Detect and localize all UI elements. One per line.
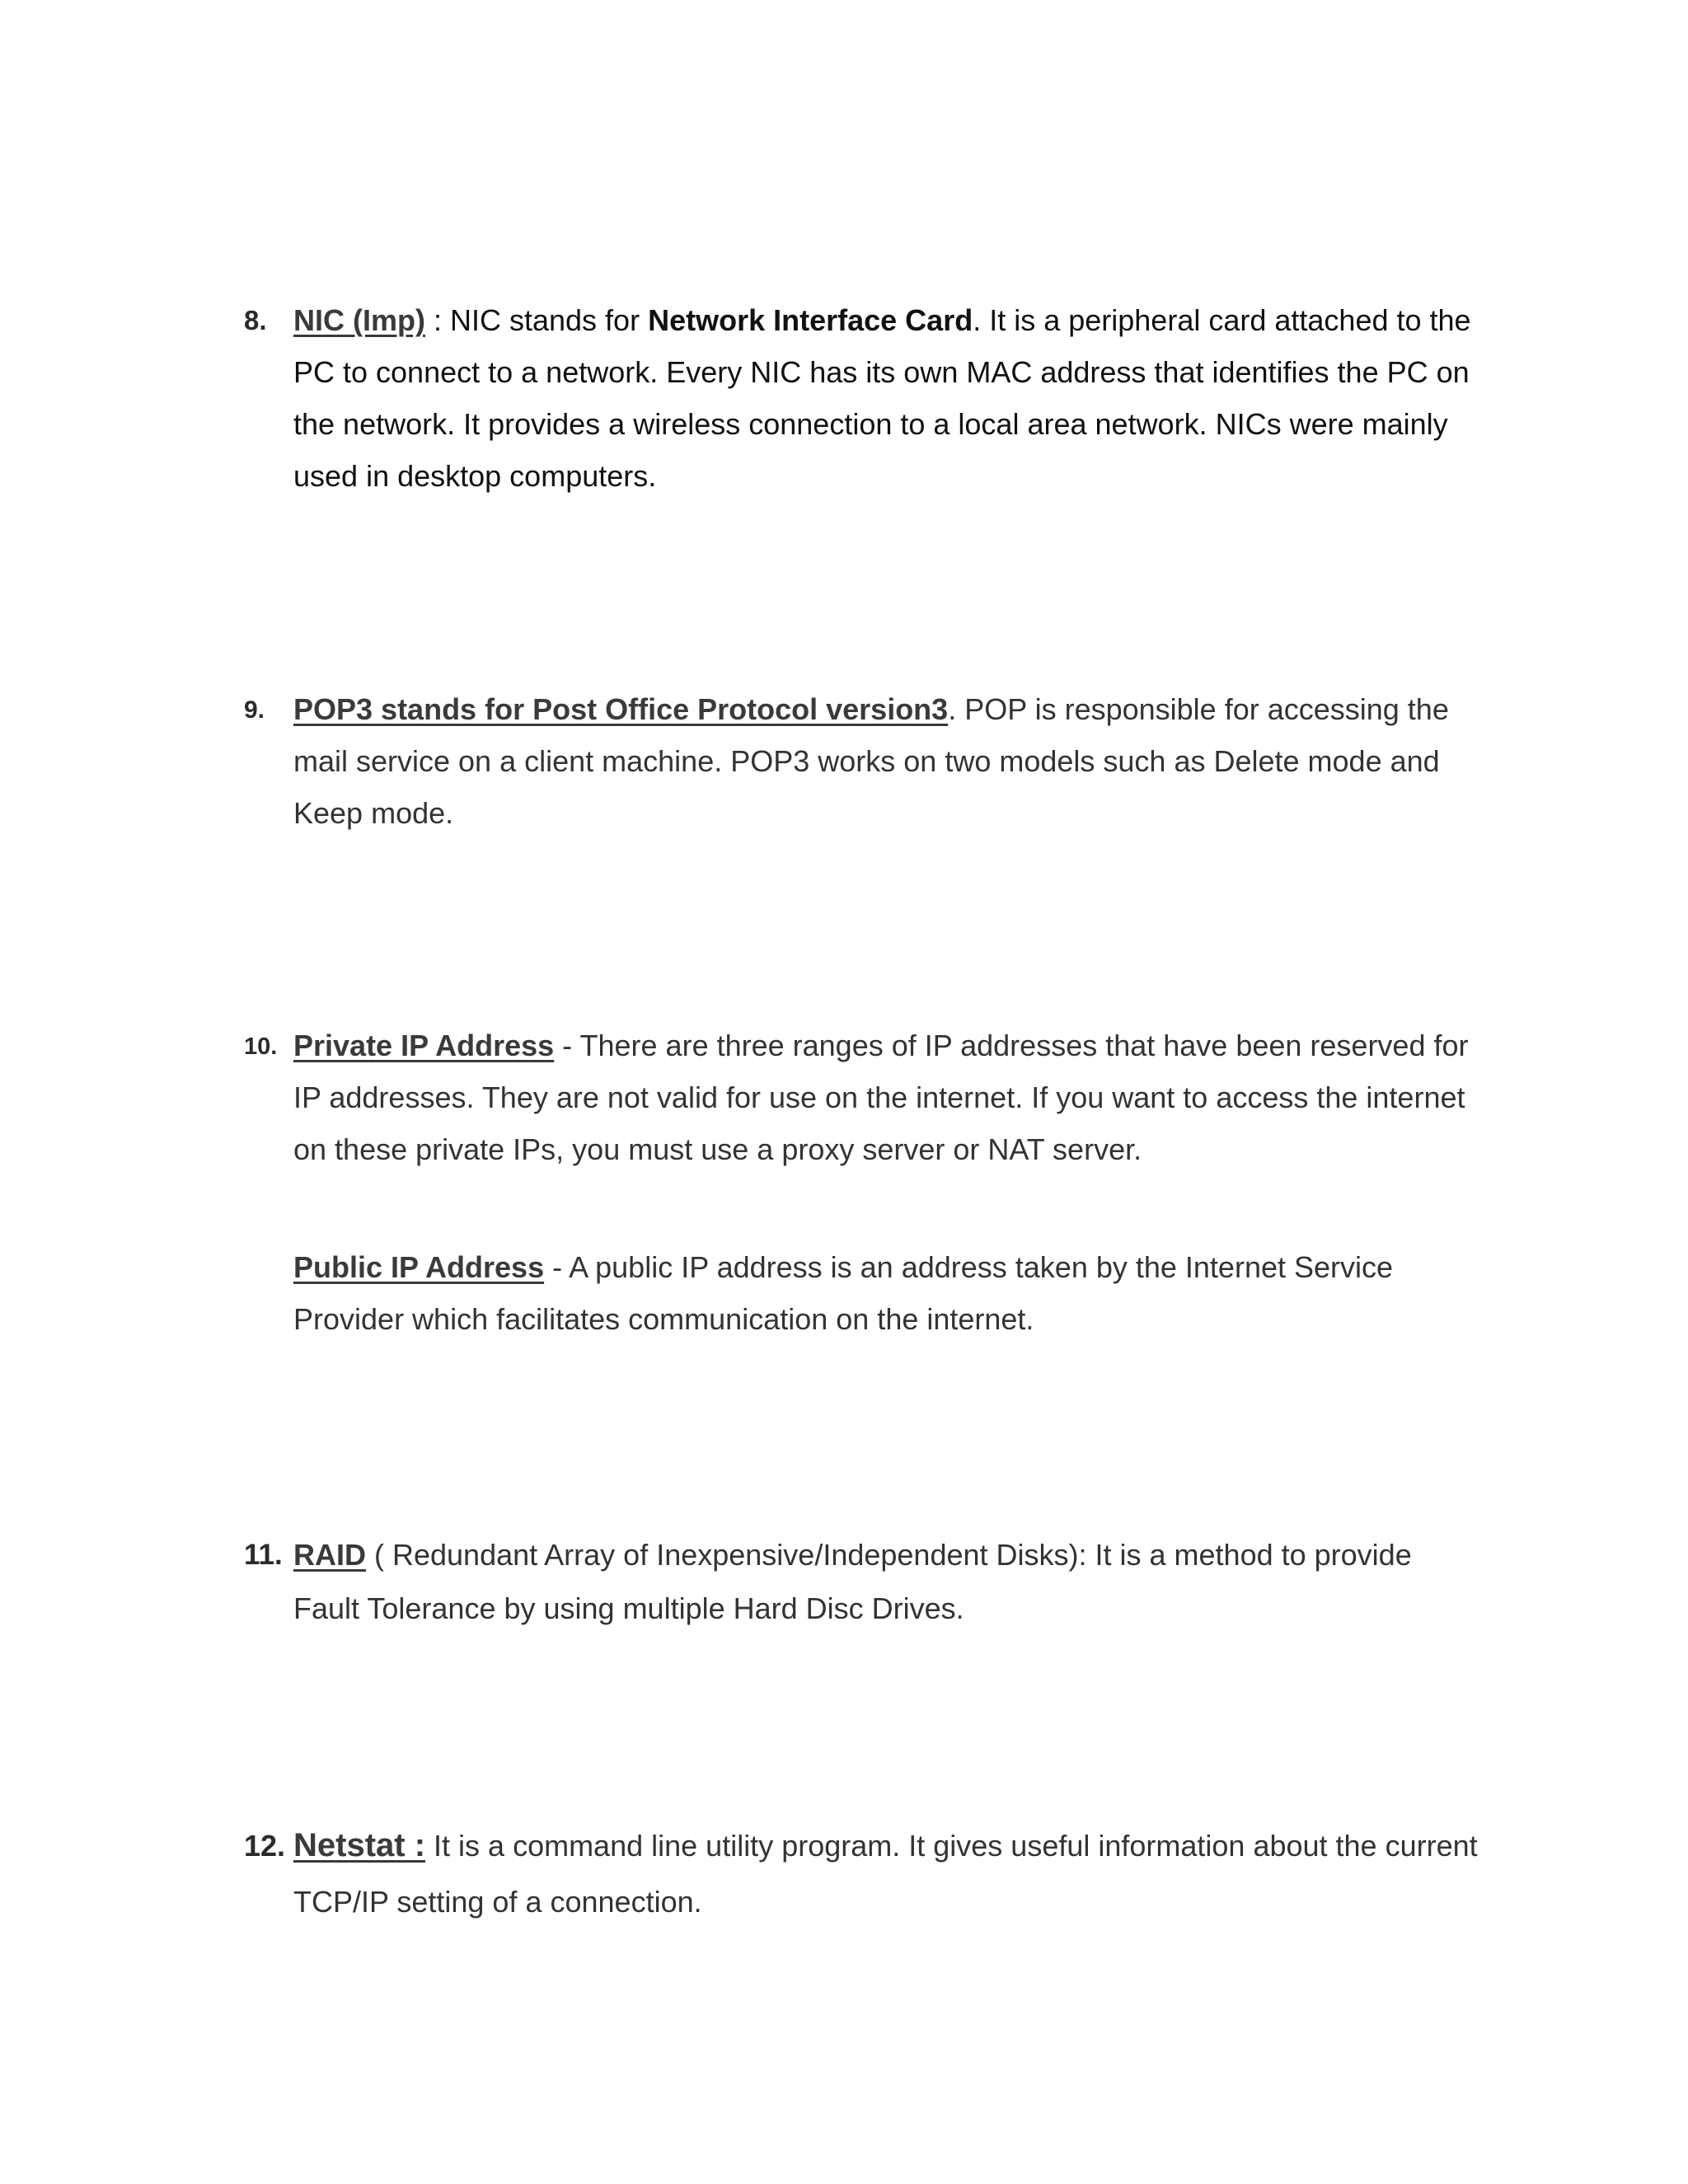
item-paragraph xyxy=(293,1019,1480,1175)
item-sub-paragraph xyxy=(293,1241,1480,1345)
list-item-ip-address xyxy=(244,1019,1480,1345)
item-paragraph xyxy=(293,1817,1480,1930)
item-text: . POP is responsible for accessing the mail service on a client machine. POP3 works on two models such as Delete mode and Keep mode. xyxy=(293,692,1449,830)
item-separator: : NIC stands for xyxy=(424,303,649,337)
item-text: It is a command line utility program. It gives useful information about the current TCP/IP setting of a connection. xyxy=(293,1829,1478,1919)
item-paragraph xyxy=(293,683,1480,839)
item-sub-text: - A public IP address is an address taken by the Internet Service Provider which facilitates communication on the internet. xyxy=(293,1250,1394,1336)
item-number: 11. xyxy=(244,1539,283,1571)
item-bold-term: Network Interface Card xyxy=(648,303,973,337)
item-number: 10. xyxy=(244,1033,278,1060)
item-term: Private IP Address xyxy=(293,1029,555,1062)
item-number: 8. xyxy=(244,305,267,335)
item-text: - There are three ranges of IP addresses that have been reserved for IP addresses. They are not valid for use on the internet. If you want to access the internet on these private IPs, you must use a proxy server or NAT server. xyxy=(293,1029,1469,1166)
item-text: . It is a peripheral card attached to the PC to connect to a network. Every NIC has its own MAC address that identifies the PC on the network. It provides a wireless connection to a local area network. NICs were mainly used in desktop computers. xyxy=(293,303,1471,493)
item-number: 12. xyxy=(244,1829,286,1863)
item-term: POP3 stands for Post Office Protocol version3 xyxy=(293,692,949,726)
list-item-raid xyxy=(244,1528,1480,1635)
item-term: NIC (Imp) xyxy=(293,303,425,337)
item-text: ( Redundant Array of Inexpensive/Independent Disks): It is a method to provide Fault Tolerance by using multiple Hard Disc Drives. xyxy=(293,1538,1412,1625)
item-paragraph xyxy=(293,1528,1480,1635)
item-term: RAID xyxy=(293,1538,366,1572)
list-item-pop3 xyxy=(244,683,1480,839)
item-paragraph xyxy=(293,294,1480,502)
item-number: 9. xyxy=(244,696,265,724)
item-term: Netstat : xyxy=(293,1827,426,1863)
list-item-netstat xyxy=(244,1817,1480,1930)
item-sub-term: Public IP Address xyxy=(293,1250,545,1284)
list-item-nic xyxy=(244,294,1480,502)
